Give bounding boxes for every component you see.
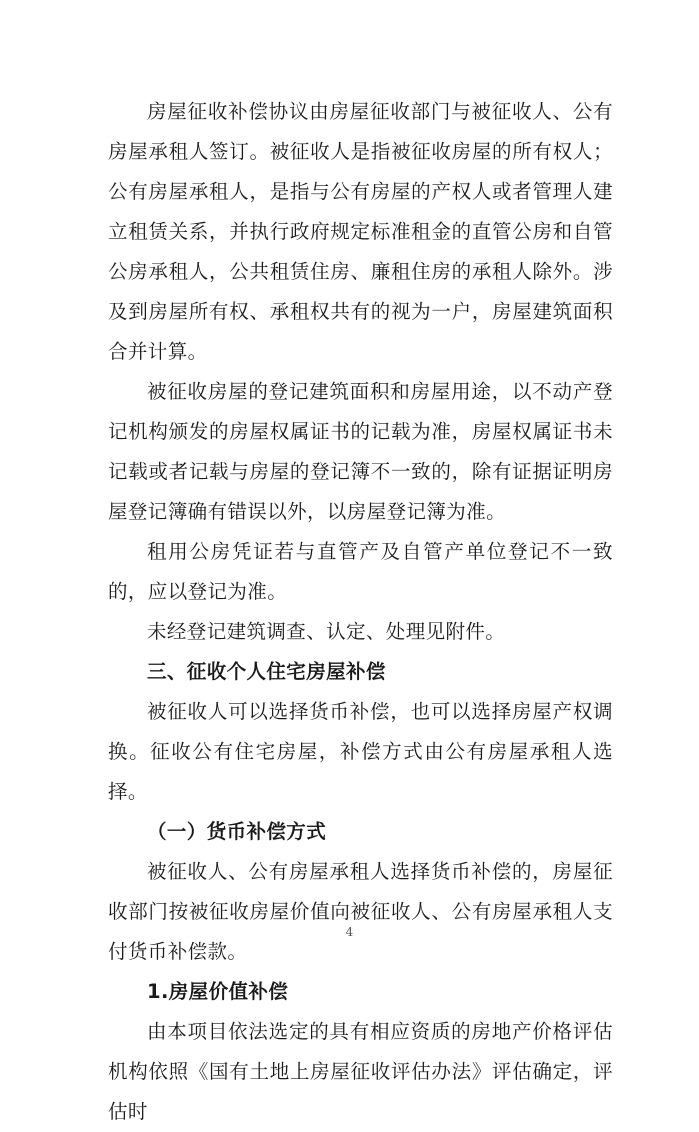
document-body [108, 92, 613, 1132]
paragraph-registered-area: 被征收房屋的登记建筑面积和房屋用途，以不动产登记机构颁发的房屋权属证书的记载为准，房屋权属证书未记载或者记载与房屋的登记簿不一致的，除有证据证明房屋登记簿确有错误以外，以房屋登记簿为准。 [108, 380, 613, 523]
paragraph-valuation-method: 由本项目依法选定的具有相应资质的房地产价格评估机构依照《国有土地上房屋征收评估办法》评估确定，评估时 [108, 1020, 613, 1123]
paragraph-agreement-signing: 房屋征收补偿协议由房屋征收部门与被征收人、公有房屋承租人签订。被征收人是指被征收房屋的所有权人；公有房屋承租人，是指与公有房屋的产权人或者管理人建立租赁关系，并执行政府规定标准租金的直管公房和自管公房承租人，公共租赁住房、廉租住房的承租人除外。涉及到房屋所有权、承租权共有的视为一户，房屋建筑面积合并计算。 [108, 100, 613, 363]
paragraph-monetary-compensation: 被征收人、公有房屋承租人选择货币补偿的，房屋征收部门按被征收房屋价值向被征收人、公有房屋承租人支付货币补偿款。 [108, 860, 613, 963]
section-heading-residential-compensation: 三、征收个人住宅房屋补偿 [147, 660, 386, 683]
subsection-heading-monetary-compensation: （一）货币补偿方式 [147, 820, 327, 843]
item-heading-house-value: 1.房屋价值补偿 [147, 980, 289, 1003]
paragraph-unregistered-buildings: 未经登记建筑调查、认定、处理见附件。 [147, 620, 506, 643]
paragraph-compensation-choice: 被征收人可以选择货币补偿，也可以选择房屋产权调换。征收公有住宅房屋，补偿方式由公有房屋承租人选择。 [108, 700, 613, 803]
page-number: 4 [345, 925, 354, 939]
paragraph-public-housing-certificate: 租用公房凭证若与直管产及自管产单位登记不一致的，应以登记为准。 [108, 540, 613, 603]
